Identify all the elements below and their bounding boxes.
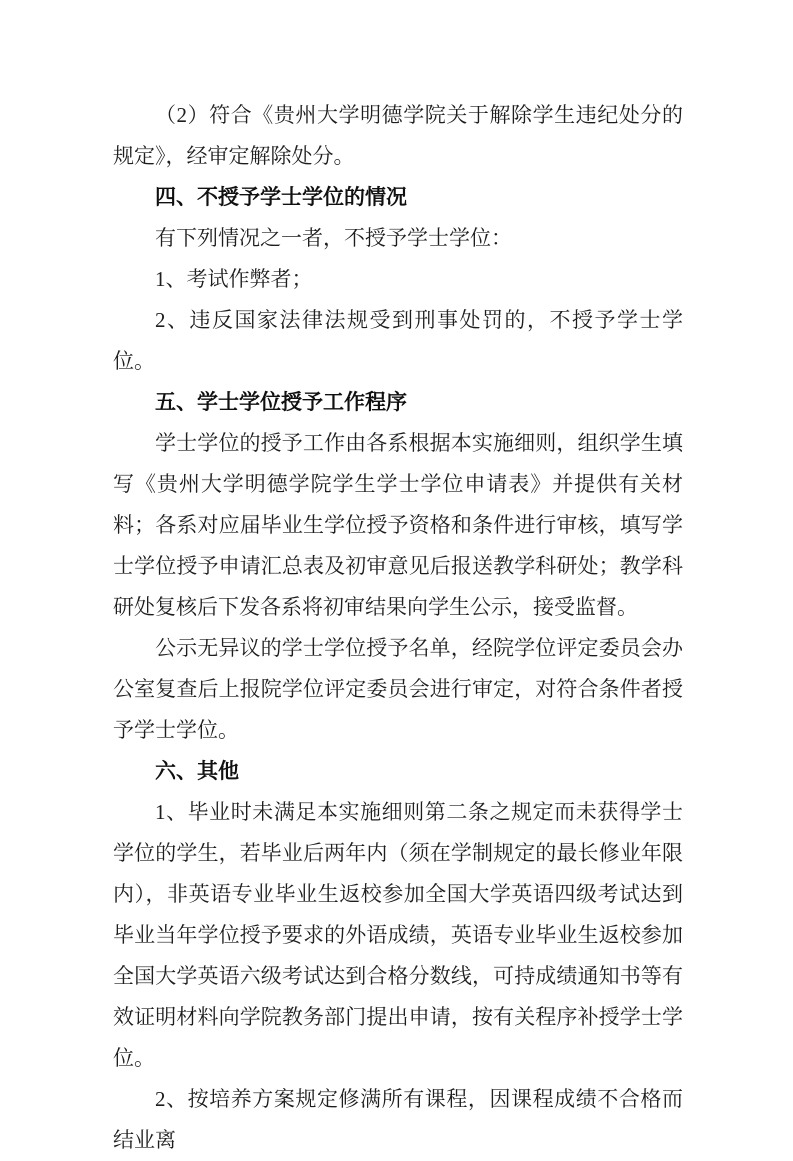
section-heading-5-procedure: 五、学士学位授予工作程序 (155, 391, 407, 414)
list-item-criminal-penalty: 2、违反国家法律法规受到刑事处罚的，不授予学士学位。 (113, 308, 683, 373)
paragraph-publicity-review: 公示无异议的学士学位授予名单，经院学位评定委员会办公室复查后上报院学位评定委员会进行审定，对符合条件者授予学士学位。 (113, 636, 683, 742)
paragraph-procedure-detail: 学士学位的授予工作由各系根据本实施细则，组织学生填写《贵州大学明德学院学生学士学位申请表》并提供有关材料；各系对应届毕业生学位授予资格和条件进行审核，填写学士学位授予申请汇总表及初审意见后报送教学科研处；教学科研处复核后下发各系将初审结果向学生公示，接受监督。 (113, 431, 683, 619)
list-item-cheating: 1、考试作弊者； (155, 267, 313, 291)
paragraph-no-degree-intro: 有下列情况之一者，不授予学士学位： (155, 226, 512, 250)
section-heading-6-others: 六、其他 (155, 760, 239, 783)
section-heading-4-no-degree: 四、不授予学士学位的情况 (155, 186, 407, 209)
paragraph-course-completion: 2、按培养方案规定修满所有课程，因课程成绩不合格而结业离 (113, 1087, 683, 1152)
document-body (113, 95, 683, 1161)
paragraph-makeup-degree: 1、毕业时未满足本实施细则第二条之规定而未获得学士学位的学生，若毕业后两年内（须在学制规定的最长修业年限内），非英语专业毕业生返校参加全国大学英语四级考试达到毕业当年学位授予要求的外语成绩，英语专业毕业生返校参加全国大学英语六级考试达到合格分数线，可持成绩通知书等有效证明材料向学院教务部门提出申请，按有关程序补授学士学位。 (113, 800, 683, 1070)
paragraph-discipline-removal: （2）符合《贵州大学明德学院关于解除学生违纪处分的规定》，经审定解除处分。 (113, 103, 683, 168)
